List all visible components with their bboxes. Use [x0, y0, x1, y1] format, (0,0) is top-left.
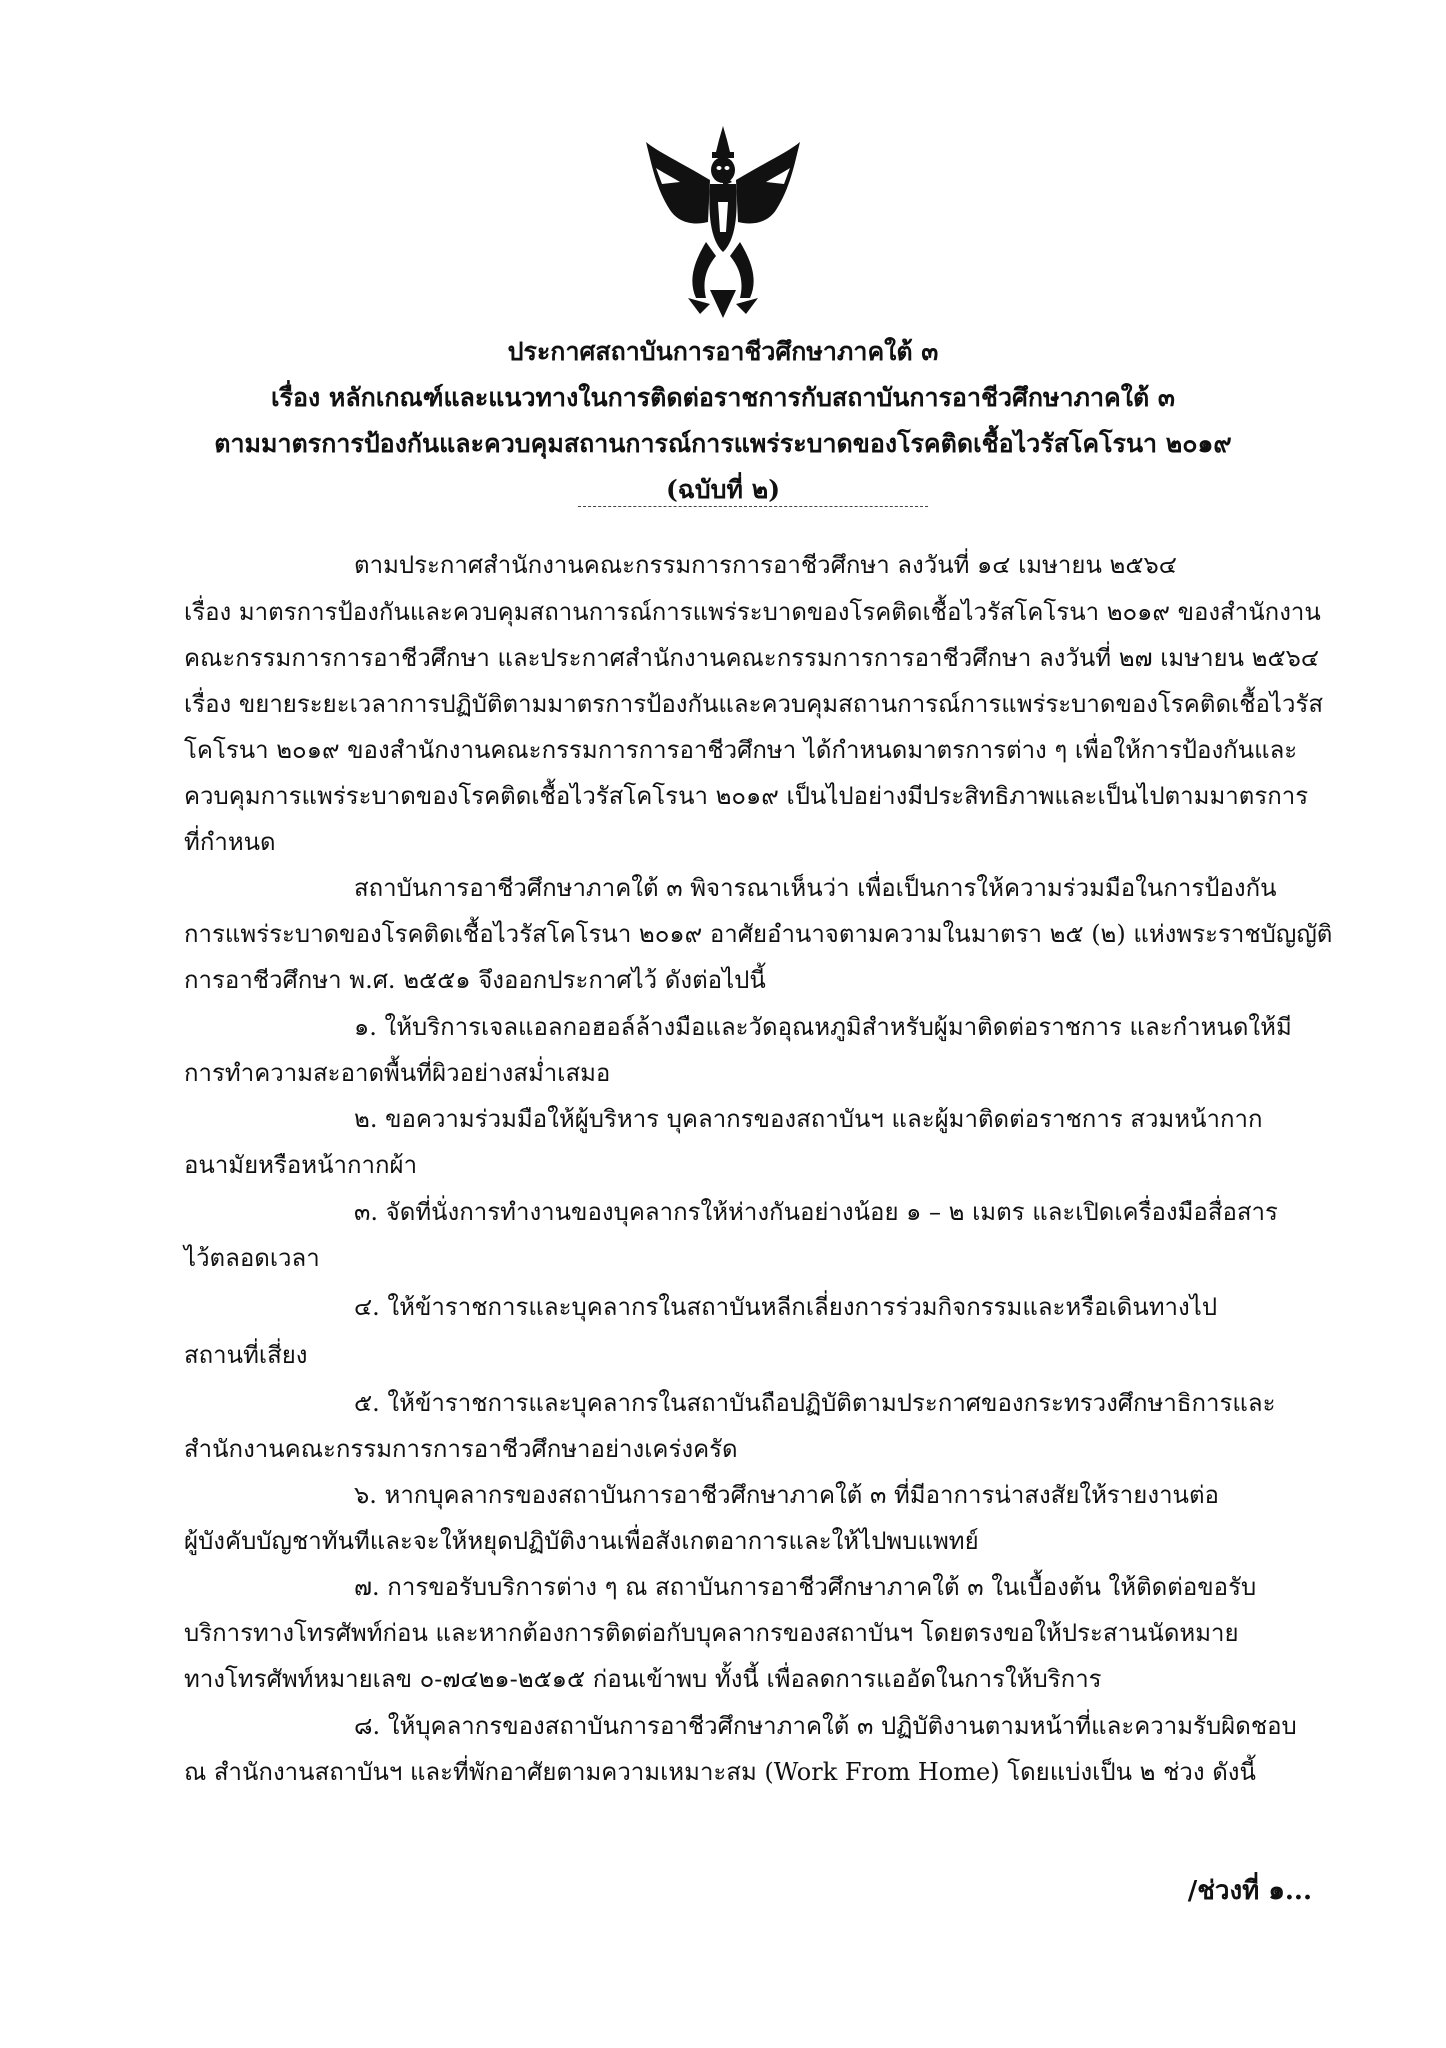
body-line: คณะกรรมการการอาชีวศึกษา และประกาศสำนักงานคณะกรรมการการอาชีวศึกษา ลงวันที่ ๒๗ เมษายน ๒๕๖๔	[184, 644, 1320, 672]
list-item-7-cont: บริการทางโทรศัพท์ก่อน และหากต้องการติดต่อกับบุคลากรของสถาบันฯ โดยตรงขอให้ประสานนัดหมาย	[184, 1619, 1239, 1647]
body-line: สถาบันการอาชีวศึกษาภาคใต้ ๓ พิจารณาเห็นว่า เพื่อเป็นการให้ความร่วมมือในการป้องกัน	[354, 874, 1277, 902]
list-item-7-cont: ทางโทรศัพท์หมายเลข ๐-๗๔๒๑-๒๕๑๕ ก่อนเข้าพบ ทั้งนี้ เพื่อลดการแออัดในการให้บริการ	[184, 1665, 1102, 1693]
list-item-5: ๕. ให้ข้าราชการและบุคลากรในสถาบันถือปฏิบัติตามประกาศของกระทรวงศึกษาธิการและ	[354, 1389, 1276, 1417]
announcement-title: ประกาศสถาบันการอาชีวศึกษาภาคใต้ ๓	[507, 337, 939, 366]
body-line: ตามประกาศสำนักงานคณะกรรมการการอาชีวศึกษา ลงวันที่ ๑๔ เมษายน ๒๕๖๔	[354, 551, 1177, 579]
announcement-subject: เรื่อง หลักเกณฑ์และแนวทางในการติดต่อราชการกับสถาบันการอาชีวศึกษาภาคใต้ ๓	[270, 383, 1175, 412]
list-item-1: ๑. ให้บริการเจลแอลกอฮอล์ล้างมือและวัดอุณหภูมิสำหรับผู้มาติดต่อราชการ และกำหนดให้มี	[354, 1013, 1292, 1041]
page-continuation-marker: /ช่วงที่ ๑...	[1187, 1876, 1312, 1906]
list-item-4-cont: สถานที่เสี่ยง	[184, 1341, 308, 1369]
list-item-2-cont: อนามัยหรือหน้ากากผ้า	[184, 1151, 418, 1179]
body-line: โคโรนา ๒๐๑๙ ของสำนักงานคณะกรรมการการอาชีวศึกษา ได้กำหนดมาตรการต่าง ๆ เพื่อให้การป้องกันและ	[184, 736, 1298, 764]
list-item-8-cont: ณ สำนักงานสถาบันฯ และที่พักอาศัยตามความเหมาะสม (Work From Home) โดยแบ่งเป็น ๒ ช่วง ดังนี้	[184, 1758, 1256, 1786]
list-item-2: ๒. ขอความร่วมมือให้ผู้บริหาร บุคลากรของสถาบันฯ และผู้มาติดต่อราชการ สวมหน้ากาก	[354, 1105, 1263, 1133]
list-item-5-cont: สำนักงานคณะกรรมการการอาชีวศึกษาอย่างเคร่งครัด	[184, 1435, 738, 1463]
announcement-edition: (ฉบับที่ ๒)	[665, 475, 781, 504]
body-line: เรื่อง มาตรการป้องกันและควบคุมสถานการณ์การแพร่ระบาดของโรคติดเชื้อไวรัสโคโรนา ๒๐๑๙ ของสำนักงาน	[184, 598, 1321, 626]
body-line: ควบคุมการแพร่ระบาดของโรคติดเชื้อไวรัสโคโรนา ๒๐๑๙ เป็นไปอย่างมีประสิทธิภาพและเป็นไปตามมาตรการ	[184, 782, 1309, 810]
body-line: เรื่อง ขยายระยะเวลาการปฏิบัติตามมาตรการป้องกันและควบคุมสถานการณ์การแพร่ระบาดของโรคติดเชื้อไวรัส	[184, 690, 1324, 718]
body-line: การอาชีวศึกษา พ.ศ. ๒๕๕๑ จึงออกประกาศไว้ ดังต่อไปนี้	[184, 966, 766, 994]
body-line: ที่กำหนด	[184, 828, 276, 856]
list-item-8: ๘. ให้บุคลากรของสถาบันการอาชีวศึกษาภาคใต้ ๓ ปฏิบัติงานตามหน้าที่และความรับผิดชอบ	[354, 1712, 1297, 1740]
list-item-6: ๖. หากบุคลากรของสถาบันการอาชีวศึกษาภาคใต้ ๓ ที่มีอาการน่าสงสัยให้รายงานต่อ	[354, 1481, 1219, 1509]
list-item-3: ๓. จัดที่นั่งการทำงานของบุคลากรให้ห่างกันอย่างน้อย ๑ – ๒ เมตร และเปิดเครื่องมือสื่อสาร	[354, 1198, 1278, 1226]
list-item-3-cont: ไว้ตลอดเวลา	[184, 1244, 320, 1272]
list-item-6-cont: ผู้บังคับบัญชาทันทีและจะให้หยุดปฏิบัติงานเพื่อสังเกตอาการและให้ไปพบแพทย์	[184, 1527, 979, 1555]
list-item-1-cont: การทำความสะอาดพื้นที่ผิวอย่างสม่ำเสมอ	[184, 1059, 611, 1087]
list-item-7: ๗. การขอรับบริการต่าง ๆ ณ สถาบันการอาชีวศึกษาภาคใต้ ๓ ในเบื้องต้น ให้ติดต่อขอรับ	[354, 1573, 1257, 1601]
list-item-4: ๔. ให้ข้าราชการและบุคลากรในสถาบันหลีกเลี่ยงการร่วมกิจกรรมและหรือเดินทางไป	[354, 1293, 1218, 1321]
title-divider	[578, 506, 928, 507]
announcement-subject-cont: ตามมาตรการป้องกันและควบคุมสถานการณ์การแพร่ระบาดของโรคติดเชื้อไวรัสโคโรนา ๒๐๑๙	[214, 429, 1232, 458]
body-line: การแพร่ระบาดของโรคติดเชื้อไวรัสโคโรนา ๒๐๑๙ อาศัยอำนาจตามความในมาตรา ๒๕ (๒) แห่งพระราชบัญญัติ	[184, 920, 1333, 948]
garuda-emblem-icon	[640, 122, 806, 322]
